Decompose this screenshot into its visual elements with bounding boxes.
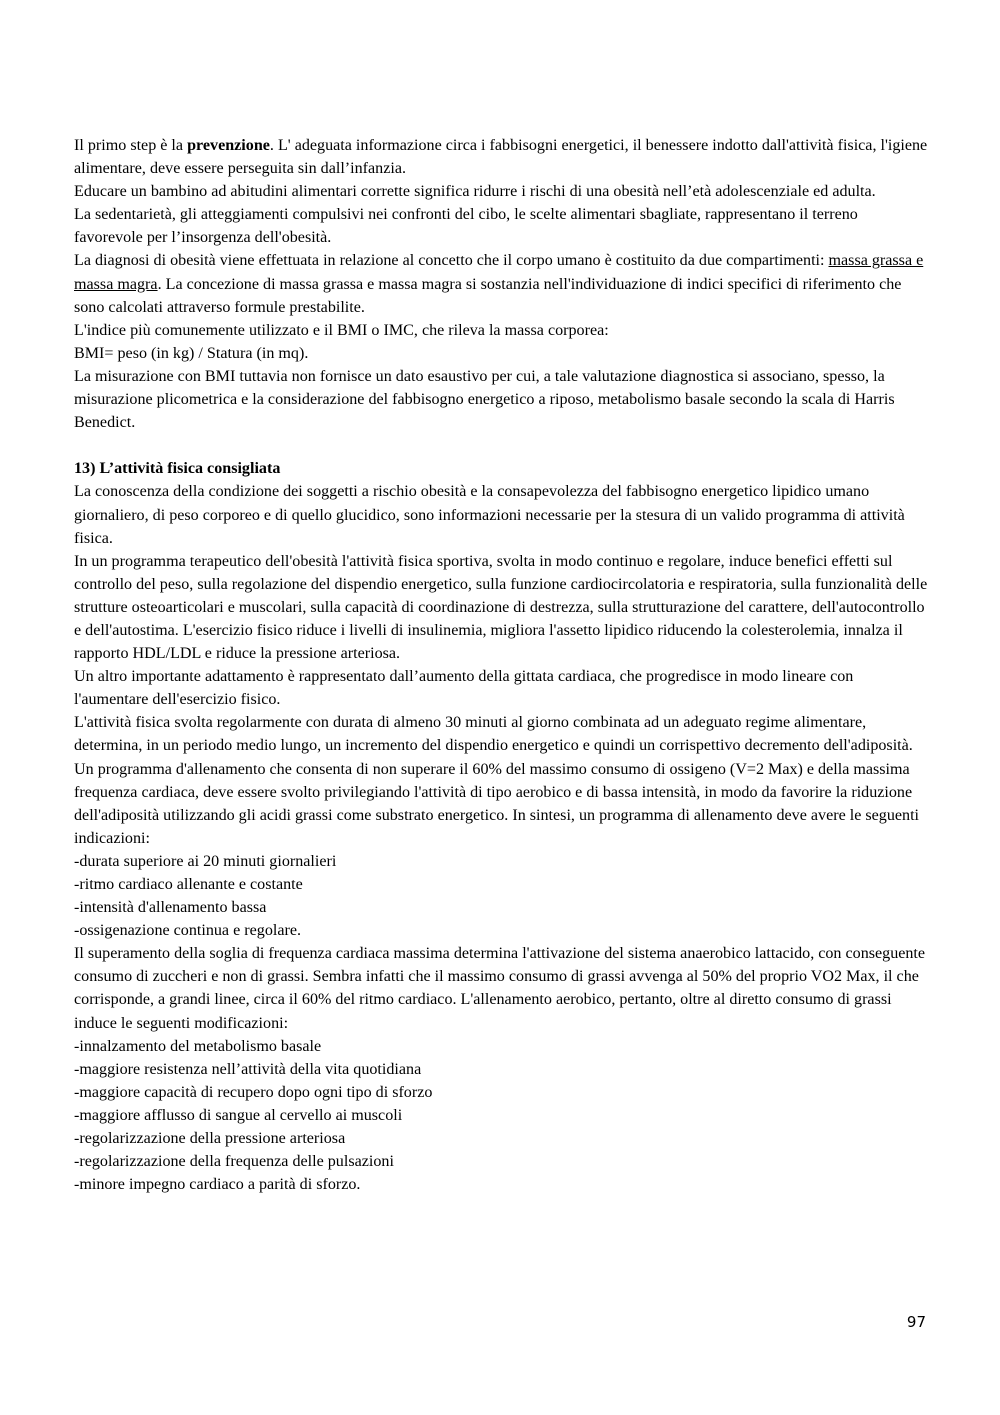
- intro-paragraph-5: L'indice più comunemente utilizzato e il BMI o IMC, che rileva la massa corporea:: [74, 321, 609, 339]
- page-number: 97: [906, 1313, 926, 1331]
- list-item: -maggiore afflusso di sangue al cervello ai muscoli: [74, 1106, 403, 1124]
- intro-p1-bold: prevenzione: [187, 137, 270, 154]
- document-body: [74, 134, 930, 1196]
- section-13-paragraph-1: La conoscenza della condizione dei soggetti a rischio obesità e la consapevolezza del fabbisogno energetico lipidico umano giornaliero, di peso corporeo e di quello glucidico, sono informazioni necessarie per la stesura di un valido programma di attività fisica.: [74, 483, 905, 547]
- intro-paragraph-3: La sedentarietà, gli atteggiamenti compulsivi nei confronti del cibo, le scelte alimentari sbagliate, rappresentano il terreno favorevole per l’insorgenza dell'obesità.: [74, 206, 858, 247]
- intro-p4-text: La diagnosi di obesità viene effettuata in relazione al concetto che il corpo umano è costituito da due compartimenti:: [74, 252, 829, 270]
- section-13-paragraph-5: Un programma d'allenamento che consenta di non superare il 60% del massimo consumo di ossigeno (V=2 Max) e della massima frequenza cardiaca, deve essere svolto privilegiando l'attività di tipo aerobico e di bassa intensità, in modo da favorire la riduzione dell'adiposità utilizzando gli acidi grassi come substrato energetico. In sintesi, un programma di allenamento deve avere le seguenti indicazioni:: [74, 760, 920, 847]
- list-item: -maggiore resistenza nell’attività della vita quotidiana: [74, 1060, 422, 1078]
- intro-p1-text: Il primo step è la: [74, 137, 188, 154]
- intro-paragraph-7: La misurazione con BMI tuttavia non fornisce un dato esaustivo per cui, a tale valutazione diagnostica si associano, spesso, la misurazione plicometrica e la considerazione del fabbisogno energetico a riposo, metabolismo basale secondo la scala di Harris Benedict.: [74, 367, 895, 432]
- list-item: -minore impegno cardiaco a parità di sforzo.: [74, 1176, 361, 1194]
- bmi-formula: BMI= peso (in kg) / Statura (in mq).: [74, 344, 309, 362]
- list-item: -intensità d'allenamento bassa: [74, 899, 267, 917]
- list-item: -maggiore capacità di recupero dopo ogni tipo di sforzo: [74, 1083, 433, 1101]
- section-spacer: [74, 434, 930, 457]
- intro-paragraph-1: [74, 134, 930, 180]
- list-item: -ossigenazione continua e regolare.: [74, 922, 302, 940]
- intro-paragraph-2: Educare un bambino ad abitudini alimentari corrette significa ridurre i rischi di una obesità nell’età adolescenziale ed adulta.: [74, 183, 876, 201]
- list-item: -innalzamento del metabolismo basale: [74, 1037, 322, 1055]
- list-item: -ritmo cardiaco allenante e costante: [74, 876, 303, 893]
- section-13-heading: 13) L’attività fisica consigliata: [74, 460, 281, 478]
- section-13-paragraph-3: Un altro importante adattamento è rappresentato dall’aumento della gittata cardiaca, che progredisce in modo lineare con l'aumentare dell'esercizio fisico.: [74, 668, 854, 709]
- list-item: -regolarizzazione della frequenza delle pulsazioni: [74, 1153, 394, 1171]
- intro-p4-text-after: . La concezione di massa grassa e massa magra si sostanzia nell'individuazione di indici specifici di riferimento che sono calcolati attraverso formule prestabilite.: [74, 275, 902, 316]
- training-indications-list: [74, 850, 930, 942]
- aerobic-modifications-list: [74, 1035, 930, 1197]
- intro-p1-text-after: . L' adeguata informazione circa i fabbisogni energetici, il benessere indotto dall'attività fisica, l'igiene alimentare, deve essere perseguita sin dall’infanzia.: [74, 137, 928, 178]
- list-item: -durata superiore ai 20 minuti giornalieri: [74, 852, 337, 870]
- intro-p4-underlined: massa grassa e massa magra: [74, 252, 924, 293]
- list-item: -regolarizzazione della pressione arteriosa: [74, 1130, 346, 1148]
- section-13-paragraph-6: Il superamento della soglia di frequenza cardiaca massima determina l'attivazione del sistema anaerobico lattacido, con conseguente consumo di zuccheri e non di grassi. Sembra infatti che il massimo consumo di grassi avvenga al 50% del proprio VO2 Max, il che corrisponde, a grandi linee, circa il 60% del ritmo cardiaco. L'allenamento aerobico, pertanto, oltre al diretto consumo di grassi induce le seguenti modificazioni:: [74, 945, 926, 1032]
- section-13-paragraph-4: L'attività fisica svolta regolarmente con durata di almeno 30 minuti al giorno combinata ad un adeguato regime alimentare, determina, in un periodo medio lungo, un incremento del dispendio energetico e quindi un corrispettivo decremento dell'adiposità.: [74, 714, 913, 755]
- section-13-paragraph-2: In un programma terapeutico dell'obesità l'attività fisica sportiva, svolta in modo continuo e regolare, induce benefici effetti sul controllo del peso, sulla regolazione del dispendio energetico, sulla funzione cardiocircolatoria e respiratoria, sulla funzionalità delle strutture osteoarticolari e muscolari, sulla capacità di coordinazione di destrezza, sulla strutturazione del carattere, dell'autocontrollo e dell'autostima. L'esercizio fisico riduce i livelli di insulinemia, migliora l'assetto lipidico riducendo la colesterolemia, innalza il rapporto HDL/LDL e riduce la pressione arteriosa.: [74, 552, 928, 663]
- intro-paragraph-4: [74, 249, 930, 318]
